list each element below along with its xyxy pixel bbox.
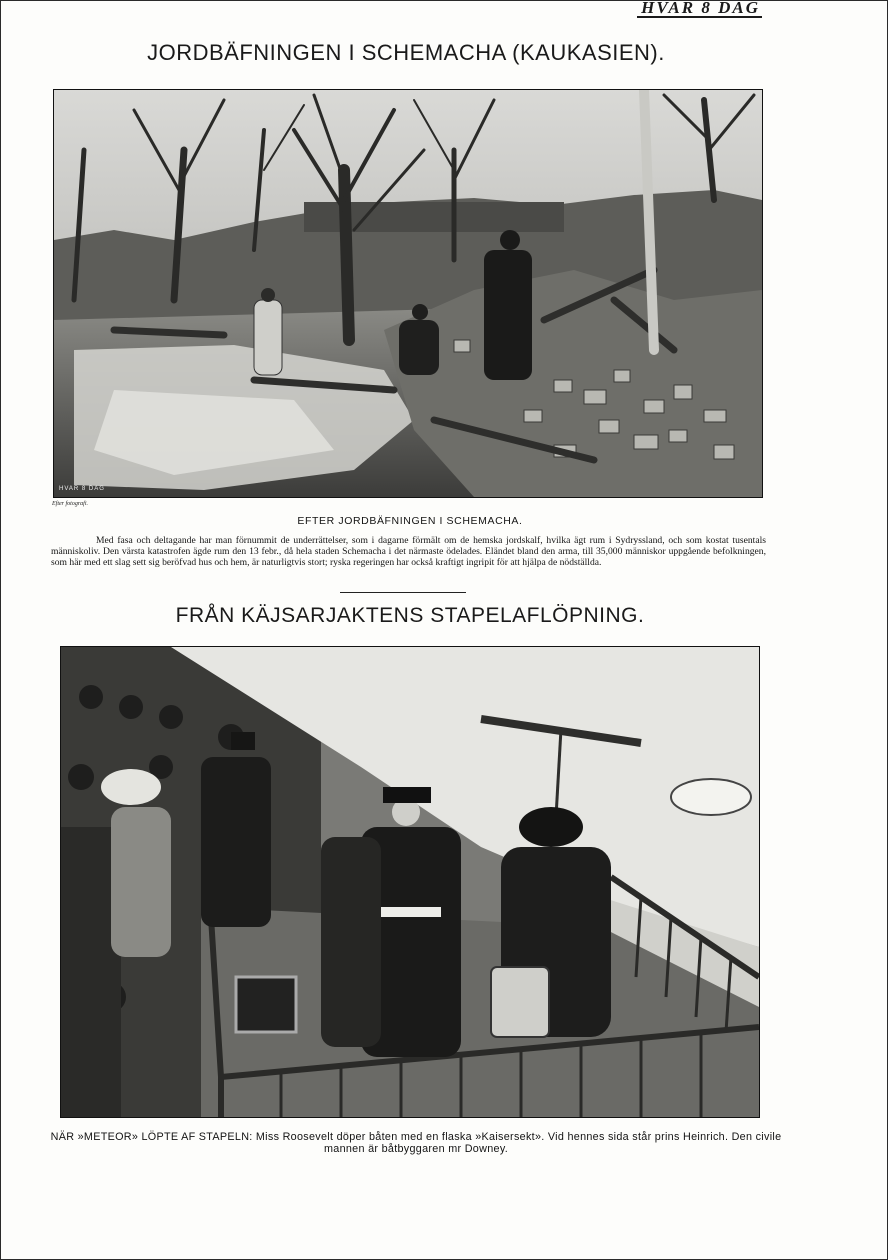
launch-photo <box>60 646 760 1118</box>
photo-watermark: HVAR 8 DAG <box>59 486 105 492</box>
photo2-caption: NÄR »METEOR» LÖPTE AF STAPELN: Miss Roosevelt döper båten med en flaska »Kaisersekt». Vid hennes sida står prins Heinrich. Den civile mannen är båtbyggaren mr Downey. <box>50 1131 782 1155</box>
article-body: Med fasa och deltagande har man förnummit de underrättelser, som i dagarne förmält om de hemska jordskalf, hvilka ägt rum i Sydryssland, och som kostat tusentals människoliv. Den värsta katastrofen ägde rum den 13 febr., då hela staden Schemacha i det närmaste ödelades. Eländet bland den arma, till 35,000 människor uppgående befolkningen, som här med ett slag sett sig beröfvad hus och hem, är naturligtvis stort; ryska regeringen har också kraftigt ingripit för att hjälpa de nödställda. <box>51 535 766 569</box>
section1-title: JORDBÄFNINGEN I SCHEMACHA (KAUKASIEN). <box>147 40 665 65</box>
photo1-caption: EFTER JORDBÄFNINGEN I SCHEMACHA. <box>297 515 523 527</box>
launch-photo-art <box>61 647 759 1117</box>
earthquake-photo-art <box>54 90 762 497</box>
masthead: HVAR 8 DAG <box>637 0 762 18</box>
photo-credit: Efter fotografi. <box>52 501 88 507</box>
earthquake-photo <box>53 89 763 498</box>
section2-title: FRÅN KÄJSARJAKTENS STAPELAFLÖPNING. <box>175 604 645 627</box>
section-divider <box>340 592 466 593</box>
